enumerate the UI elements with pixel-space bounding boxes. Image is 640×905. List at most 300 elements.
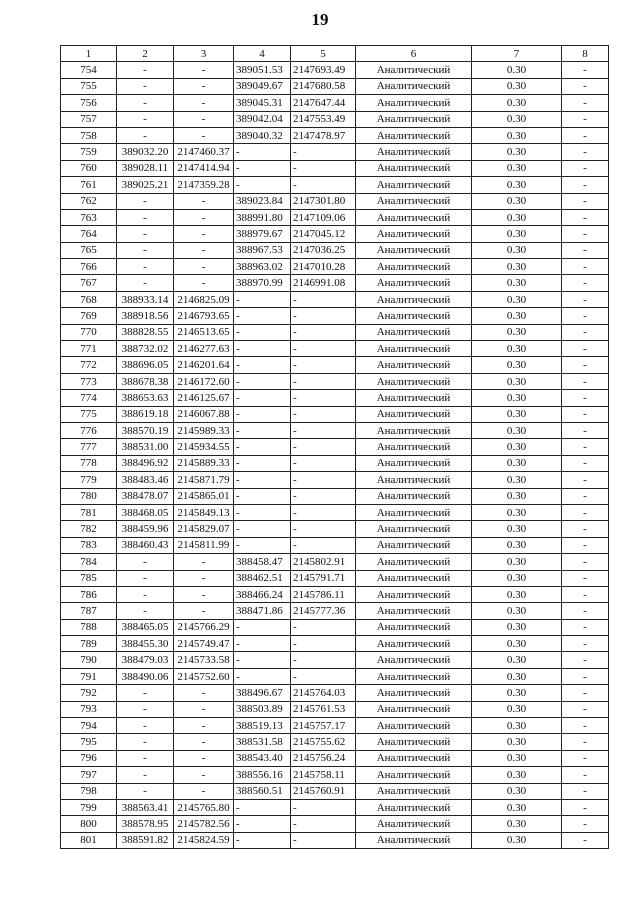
table-cell: Аналитический (356, 734, 472, 750)
table-cell: - (117, 750, 174, 766)
table-cell: Аналитический (356, 341, 472, 357)
table-cell: 792 (61, 685, 117, 701)
table-cell: - (562, 799, 609, 815)
table-cell: - (291, 406, 356, 422)
table-cell: - (562, 259, 609, 275)
table-cell: 0.30 (472, 767, 562, 783)
table-row (61, 226, 609, 242)
table-cell: - (234, 373, 291, 389)
table-cell: - (562, 603, 609, 619)
table-cell: - (174, 127, 234, 143)
table-cell: - (174, 78, 234, 94)
table-cell: - (291, 160, 356, 176)
table-cell: 764 (61, 226, 117, 242)
table-cell: - (562, 160, 609, 176)
table-cell: 0.30 (472, 668, 562, 684)
table-cell: - (174, 750, 234, 766)
table-cell: - (117, 111, 174, 127)
table-cell: 388479.03 (117, 652, 174, 668)
table-cell: 0.30 (472, 455, 562, 471)
table-cell: 0.30 (472, 832, 562, 848)
table-cell: - (234, 832, 291, 848)
table-cell: - (562, 586, 609, 602)
table-cell: 388619.18 (117, 406, 174, 422)
table-cell: - (234, 177, 291, 193)
table-cell: - (117, 701, 174, 717)
table-cell: - (234, 816, 291, 832)
table-cell: Аналитический (356, 832, 472, 848)
table-cell: - (234, 668, 291, 684)
table-cell: 2146277.63 (174, 341, 234, 357)
table-cell: - (291, 799, 356, 815)
table-cell: - (562, 832, 609, 848)
column-header: 6 (356, 46, 472, 62)
table-cell: 0.30 (472, 390, 562, 406)
table-cell: - (234, 160, 291, 176)
table-cell: - (174, 111, 234, 127)
table-row (61, 488, 609, 504)
table-cell: - (117, 767, 174, 783)
table-cell: Аналитический (356, 242, 472, 258)
table-cell: 779 (61, 472, 117, 488)
table-cell: 784 (61, 554, 117, 570)
table-cell: 388570.19 (117, 422, 174, 438)
table-cell: - (562, 209, 609, 225)
table-cell: 2146172.60 (174, 373, 234, 389)
table-cell: - (174, 275, 234, 291)
table-cell: - (234, 308, 291, 324)
table-row (61, 750, 609, 766)
table-cell: 388478.07 (117, 488, 174, 504)
table-cell: - (291, 439, 356, 455)
table-cell: 388578.95 (117, 816, 174, 832)
table-row (61, 193, 609, 209)
table-cell: Аналитический (356, 472, 472, 488)
table-cell: - (234, 488, 291, 504)
table-cell: 389051.53 (234, 62, 291, 78)
table-cell: - (562, 701, 609, 717)
table-cell: 0.30 (472, 111, 562, 127)
table-cell: - (562, 750, 609, 766)
table-cell: 0.30 (472, 554, 562, 570)
table-cell: 2146067.88 (174, 406, 234, 422)
table-cell: Аналитический (356, 570, 472, 586)
table-cell: - (562, 177, 609, 193)
table-cell: 388459.96 (117, 521, 174, 537)
table-cell: 388967.53 (234, 242, 291, 258)
table-cell: - (562, 193, 609, 209)
table-cell: 762 (61, 193, 117, 209)
table-cell: 782 (61, 521, 117, 537)
table-cell: 0.30 (472, 488, 562, 504)
table-cell: - (291, 832, 356, 848)
table-cell: 388556.16 (234, 767, 291, 783)
table-cell: 2147460.37 (174, 144, 234, 160)
table-cell: Аналитический (356, 160, 472, 176)
table-row (61, 455, 609, 471)
column-header: 8 (562, 46, 609, 62)
table-cell: Аналитический (356, 488, 472, 504)
table-cell: 2146991.08 (291, 275, 356, 291)
table-cell: - (562, 144, 609, 160)
table-cell: 0.30 (472, 62, 562, 78)
table-row (61, 636, 609, 652)
table-cell: 780 (61, 488, 117, 504)
table-cell: 772 (61, 357, 117, 373)
table-cell: Аналитический (356, 521, 472, 537)
table-cell: 0.30 (472, 291, 562, 307)
table-cell: - (291, 636, 356, 652)
table-cell: 2147036.25 (291, 242, 356, 258)
table-cell: 0.30 (472, 78, 562, 94)
table-cell: 2146825.09 (174, 291, 234, 307)
table-cell: 0.30 (472, 160, 562, 176)
table-row (61, 209, 609, 225)
table-cell: - (234, 324, 291, 340)
table-cell: - (562, 324, 609, 340)
table-cell: 2147301.80 (291, 193, 356, 209)
table-cell: - (174, 62, 234, 78)
table-row (61, 422, 609, 438)
table-cell: Аналитический (356, 718, 472, 734)
table-cell: - (234, 799, 291, 815)
table-cell: - (117, 226, 174, 242)
table-cell: - (174, 226, 234, 242)
table-cell: 0.30 (472, 193, 562, 209)
table-row (61, 390, 609, 406)
table-cell: 388979.67 (234, 226, 291, 242)
table-cell: - (174, 586, 234, 602)
table-cell: 0.30 (472, 750, 562, 766)
table-cell: - (291, 390, 356, 406)
table-row (61, 504, 609, 520)
table-cell: - (174, 783, 234, 799)
table-cell: Аналитический (356, 193, 472, 209)
table-cell: - (117, 259, 174, 275)
table-cell: - (174, 685, 234, 701)
table-cell: - (562, 783, 609, 799)
table-row (61, 701, 609, 717)
table-cell: - (117, 62, 174, 78)
table-cell: 388503.89 (234, 701, 291, 717)
table-cell: 2146125.67 (174, 390, 234, 406)
table-cell: 0.30 (472, 275, 562, 291)
table-cell: - (291, 373, 356, 389)
table-cell: 389032.20 (117, 144, 174, 160)
table-cell: - (117, 783, 174, 799)
table-cell: - (234, 341, 291, 357)
table-row (61, 308, 609, 324)
table-cell: 0.30 (472, 373, 562, 389)
table-cell: 0.30 (472, 619, 562, 635)
table-cell: - (234, 652, 291, 668)
table-cell: - (562, 95, 609, 111)
table-cell: - (562, 242, 609, 258)
table-cell: 388458.47 (234, 554, 291, 570)
table-cell: 388490.06 (117, 668, 174, 684)
table-row (61, 521, 609, 537)
table-row (61, 767, 609, 783)
table-row (61, 799, 609, 815)
table-cell: 388531.58 (234, 734, 291, 750)
table-cell: - (117, 242, 174, 258)
table-cell: 0.30 (472, 586, 562, 602)
table-cell: Аналитический (356, 701, 472, 717)
table-cell: 790 (61, 652, 117, 668)
table-cell: 0.30 (472, 718, 562, 734)
table-cell: 0.30 (472, 652, 562, 668)
table-row (61, 570, 609, 586)
table-cell: - (174, 193, 234, 209)
table-cell: Аналитический (356, 636, 472, 652)
table-cell: - (562, 111, 609, 127)
table-cell: 388591.82 (117, 832, 174, 848)
table-cell: - (291, 422, 356, 438)
table-cell: 2145849.13 (174, 504, 234, 520)
table-cell: Аналитический (356, 422, 472, 438)
table-cell: 765 (61, 242, 117, 258)
table-row (61, 78, 609, 94)
table-cell: 388543.40 (234, 750, 291, 766)
column-header: 5 (291, 46, 356, 62)
table-cell: 388696.05 (117, 357, 174, 373)
table-cell: 760 (61, 160, 117, 176)
table-cell: 0.30 (472, 406, 562, 422)
table-cell: - (174, 259, 234, 275)
table-cell: Аналитический (356, 619, 472, 635)
table-cell: 2145757.17 (291, 718, 356, 734)
table-row (61, 95, 609, 111)
table-cell: 0.30 (472, 570, 562, 586)
table-cell: - (117, 127, 174, 143)
table-cell: - (117, 603, 174, 619)
table-cell: - (291, 816, 356, 832)
table-cell: - (291, 504, 356, 520)
table-cell: 389028.11 (117, 160, 174, 176)
table-cell: 801 (61, 832, 117, 848)
table-cell: 2145777.36 (291, 603, 356, 619)
table-row (61, 439, 609, 455)
table-cell: Аналитический (356, 111, 472, 127)
table-cell: 770 (61, 324, 117, 340)
table-cell: - (291, 341, 356, 357)
table-cell: 777 (61, 439, 117, 455)
table-cell: 388483.46 (117, 472, 174, 488)
table-cell: Аналитический (356, 586, 472, 602)
table-cell: Аналитический (356, 291, 472, 307)
table-cell: - (117, 275, 174, 291)
table-cell: - (117, 209, 174, 225)
table-cell: 0.30 (472, 439, 562, 455)
table-cell: 0.30 (472, 816, 562, 832)
table-cell: - (117, 685, 174, 701)
table-cell: - (234, 291, 291, 307)
table-cell: - (291, 521, 356, 537)
table-cell: Аналитический (356, 504, 472, 520)
table-row (61, 734, 609, 750)
table-cell: 388732.02 (117, 341, 174, 357)
table-cell: - (562, 275, 609, 291)
table-cell: 388462.51 (234, 570, 291, 586)
table-cell: 389040.32 (234, 127, 291, 143)
table-cell: Аналитический (356, 62, 472, 78)
table-cell: - (174, 209, 234, 225)
table-row (61, 62, 609, 78)
table-row (61, 537, 609, 553)
table-cell: Аналитический (356, 357, 472, 373)
table-cell: 800 (61, 816, 117, 832)
table-cell: 388465.05 (117, 619, 174, 635)
table-cell: 388519.13 (234, 718, 291, 734)
table-cell: 2145934.55 (174, 439, 234, 455)
table-cell: 2147010.28 (291, 259, 356, 275)
table-cell: 389045.31 (234, 95, 291, 111)
table-cell: Аналитический (356, 308, 472, 324)
table-cell: Аналитический (356, 127, 472, 143)
table-cell: - (291, 537, 356, 553)
table-row (61, 668, 609, 684)
table-cell: 388933.14 (117, 291, 174, 307)
table-cell: - (234, 619, 291, 635)
table-cell: Аналитический (356, 177, 472, 193)
table-cell: - (117, 586, 174, 602)
table-cell: 0.30 (472, 685, 562, 701)
table-cell: 0.30 (472, 734, 562, 750)
table-cell: 2147680.58 (291, 78, 356, 94)
table-cell: 0.30 (472, 242, 562, 258)
table-cell: - (291, 619, 356, 635)
table-cell: - (291, 472, 356, 488)
table-cell: - (562, 636, 609, 652)
table-cell: - (562, 341, 609, 357)
table-row (61, 554, 609, 570)
table-row (61, 160, 609, 176)
table-row (61, 718, 609, 734)
table-cell: - (174, 242, 234, 258)
table-cell: Аналитический (356, 144, 472, 160)
table-cell: - (174, 767, 234, 783)
table-row (61, 832, 609, 848)
table-cell: 389025.21 (117, 177, 174, 193)
table-cell: 0.30 (472, 144, 562, 160)
table-cell: 756 (61, 95, 117, 111)
table-cell: 759 (61, 144, 117, 160)
table-cell: - (562, 504, 609, 520)
table-row (61, 259, 609, 275)
table-row (61, 586, 609, 602)
table-cell: 2145761.53 (291, 701, 356, 717)
table-cell: - (562, 357, 609, 373)
table-cell: 2145791.71 (291, 570, 356, 586)
table-cell: 789 (61, 636, 117, 652)
table-cell: 2146201.64 (174, 357, 234, 373)
table-cell: - (562, 652, 609, 668)
table-cell: - (562, 390, 609, 406)
table-cell: 388828.55 (117, 324, 174, 340)
table-cell: - (291, 652, 356, 668)
table-cell: - (562, 734, 609, 750)
table-row (61, 816, 609, 832)
table-cell: 778 (61, 455, 117, 471)
table-cell: 0.30 (472, 636, 562, 652)
table-cell: 389049.67 (234, 78, 291, 94)
table-cell: 389023.84 (234, 193, 291, 209)
table-cell: 2147414.94 (174, 160, 234, 176)
table-cell: 774 (61, 390, 117, 406)
table-row (61, 685, 609, 701)
table-cell: 793 (61, 701, 117, 717)
table-cell: - (562, 685, 609, 701)
column-header: 7 (472, 46, 562, 62)
table-cell: 781 (61, 504, 117, 520)
table-cell: 0.30 (472, 783, 562, 799)
table-row (61, 242, 609, 258)
table-cell: - (234, 636, 291, 652)
table-cell: 2145865.01 (174, 488, 234, 504)
table-cell: - (562, 472, 609, 488)
table-cell: 767 (61, 275, 117, 291)
table-cell: 2145829.07 (174, 521, 234, 537)
table-cell: Аналитический (356, 373, 472, 389)
table-cell: 763 (61, 209, 117, 225)
table-cell: 791 (61, 668, 117, 684)
table-cell: - (291, 488, 356, 504)
table-cell: 2145752.60 (174, 668, 234, 684)
table-cell: 788 (61, 619, 117, 635)
table-row (61, 472, 609, 488)
table-cell: - (234, 439, 291, 455)
table-cell: - (562, 373, 609, 389)
table-cell: - (562, 78, 609, 94)
table-cell: 388560.51 (234, 783, 291, 799)
table-cell: - (174, 95, 234, 111)
table-cell: - (174, 701, 234, 717)
table-cell: - (234, 144, 291, 160)
table-cell: 388563.41 (117, 799, 174, 815)
table-cell: Аналитический (356, 783, 472, 799)
table-cell: 775 (61, 406, 117, 422)
column-header: 2 (117, 46, 174, 62)
table-cell: - (117, 95, 174, 111)
table-cell: 0.30 (472, 341, 562, 357)
table-cell: 785 (61, 570, 117, 586)
table-cell: Аналитический (356, 226, 472, 242)
table-cell: 795 (61, 734, 117, 750)
table-cell: 798 (61, 783, 117, 799)
table-cell: - (117, 734, 174, 750)
table-row (61, 652, 609, 668)
table-row (61, 275, 609, 291)
table-cell: - (234, 357, 291, 373)
table-cell: 2145989.33 (174, 422, 234, 438)
table-cell: 799 (61, 799, 117, 815)
table-cell: 2145765.80 (174, 799, 234, 815)
table-cell: - (174, 734, 234, 750)
table-row (61, 341, 609, 357)
table-cell: - (234, 455, 291, 471)
table-cell: 2145889.33 (174, 455, 234, 471)
table-cell: 2145824.59 (174, 832, 234, 848)
table-cell: - (117, 78, 174, 94)
table-row (61, 619, 609, 635)
table-cell: - (291, 308, 356, 324)
table-cell: Аналитический (356, 259, 472, 275)
table-cell: 766 (61, 259, 117, 275)
table-cell: - (562, 127, 609, 143)
table-cell: Аналитический (356, 668, 472, 684)
table-cell: 754 (61, 62, 117, 78)
table-cell: - (562, 816, 609, 832)
